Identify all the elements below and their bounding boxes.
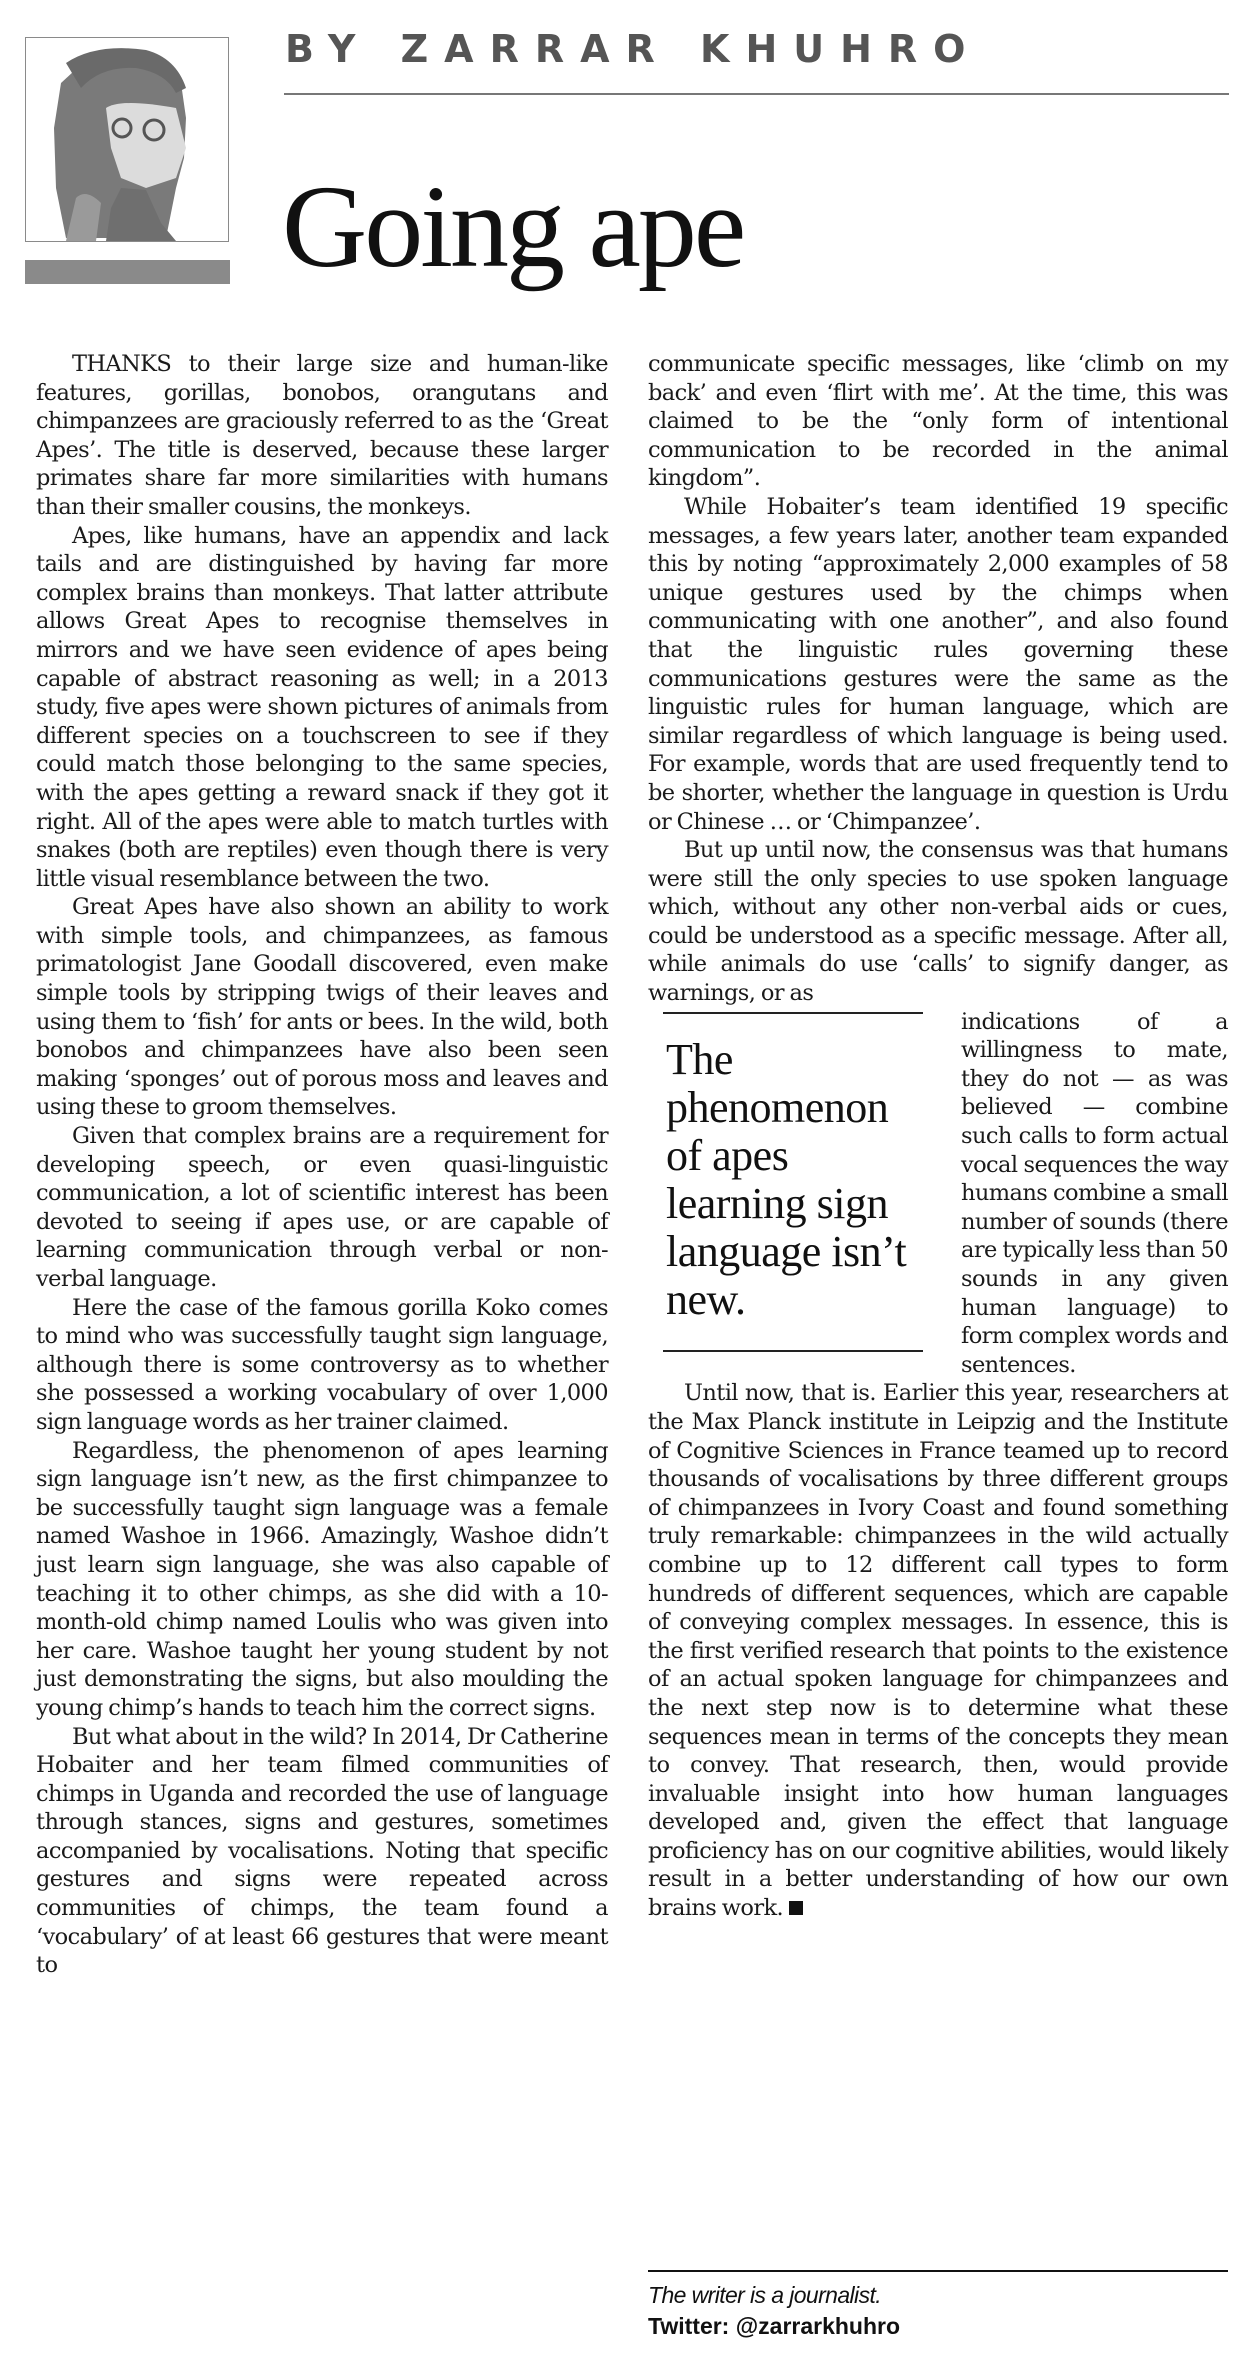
footer-divider	[648, 2270, 1228, 2272]
article-column-right	[648, 350, 1228, 1923]
pull-quote-top-rule	[663, 1012, 923, 1014]
paragraph: But up until now, the consensus was that humans were still the only species to use spoken language which, without any other non-verbal aids or cues, could be understood as a specific message. After all, while animals do use ‘calls’ to signify danger, as warnings, or as	[648, 837, 1228, 1007]
pull-quote-bottom-rule	[663, 1350, 923, 1352]
paragraph: communicate specific messages, like ‘climb on my back’ and even ‘flirt with me’. At the time, this was claimed to be the “only form of intentional communication to be recorded in the animal kingdom”.	[648, 351, 1228, 492]
photo-accent-bar	[25, 260, 230, 284]
paragraph: Here the case of the famous gorilla Koko comes to mind who was successfully taught sign language, although there is some controversy as to whether she possessed a working vocabulary of over 1,000 sign language words as her trainer claimed.	[36, 1294, 608, 1435]
paragraph: Great Apes have also shown an ability to work with simple tools, and chimpanzees, as famous primatologist Jane Goodall discovered, even make simple tools by stripping twigs of their leaves and using them to ‘fish’ for ants or bees. In the wild, both bonobos and chimpanzees have also been seen making ‘sponges’ out of porous moss and leaves and using these to groom themselves.	[36, 894, 608, 1121]
paragraph: indications of a willingness to mate, they do not — as was believed — combine such calls to form actual vocal sequences the way humans combine a small number of sounds (there are typically less than 50 sounds in any given human language) to form complex words and sentences.	[961, 1008, 1228, 1378]
paragraph-final-text: Until now, that is. Earlier this year, researchers at the Max Planck institute in Leipzig and the Institute of Cognitive Sciences in France teamed up to record thousands of vocalisations by three different groups of chimpanzees in Ivory Coast and found something truly remarkable: chimpanzees in the wild actually combine up to 12 different call types to form hundreds of different sequences, which are capable of conveying complex messages. In essence, this is the first verified research that points to the existence of an actual spoken language for chimpanzees and the next step now is to determine what these sequences mean in terms of the concepts they mean to convey. That research, then, would provide invaluable insight into how human languages developed and, given the effect that language proficiency has on our cognitive abilities, would likely result in a better understanding of how our own brains work.	[648, 1380, 1228, 1922]
twitter-handle[interactable]: Twitter: @zarrarkhuhro	[648, 2313, 901, 2339]
end-square-icon	[789, 1901, 803, 1915]
paragraph: Given that complex brains are a requirement for developing speech, or even quasi-linguistic communication, a lot of scientific interest has been devoted to seeing if apes use, or are capable of learning communication through verbal or non-verbal language.	[36, 1123, 608, 1292]
pull-quote-text: The phenomenon of apes learning sign language isn’t new.	[666, 1034, 907, 1324]
pull-quote	[648, 1012, 933, 1352]
byline-divider	[284, 93, 1229, 95]
paragraph: But what about in the wild? In 2014, Dr Catherine Hobaiter and her team filmed communities of chimps in Uganda and recorded the use of language through stances, signs and gestures, sometimes accompanied by vocalisations. Noting that specific gestures and signs were repeated across communities of chimps, the team found a ‘vocabulary’ of at least 66 gestures that were meant to	[36, 1723, 608, 1979]
headline: Going ape	[282, 161, 744, 292]
paragraph: While Hobaiter’s team identified 19 specific messages, a few years later, another team expanded this by noting “approximately 2,000 examples of 58 unique gestures used by the chimps when communicating with one another”, and also found that the linguistic rules governing these communications gestures were the same as the linguistic rules for human language, which are similar regardless of which language is being used. For example, words that are used frequently tend to be shorter, whether the language in question is Urdu or Chinese … or ‘Chimpanzee’.	[648, 493, 1228, 835]
paragraph: Regardless, the phenomenon of apes learning sign language isn’t new, as the first chimpanzee to be successfully taught sign language was a female named Washoe in 1966. Amazingly, Washoe didn’t just learn sign language, she was also capable of teaching it to other chimps, as she did with a 10-month-old chimp named Loulis who was given into her care. Washoe taught her young student by not just demonstrating the signs, but also moulding the young chimp’s hands to teach him the correct signs.	[36, 1437, 608, 1721]
byline: BY ZARRAR KHUHRO	[285, 27, 982, 71]
author-photo	[25, 37, 229, 242]
author-portrait-icon	[26, 38, 228, 241]
article-column-left	[36, 350, 608, 1980]
paragraph-final	[648, 1379, 1228, 1922]
writer-note: The writer is a journalist.	[648, 2282, 882, 2308]
paragraph: Apes, like humans, have an appendix and lack tails and are distinguished by having far more complex brains than monkeys. That latter attribute allows Great Apes to recognise themselves in mirrors and we have seen evidence of apes being capable of abstract reasoning as well; in a 2013 study, five apes were shown pictures of animals from different species on a touchscreen to see if they could match those belonging to the same species, with the apes getting a reward snack if they got it right. All of the apes were able to match turtles with snakes (both are reptiles) even though there is very little visual resemblance between the two.	[36, 522, 608, 892]
paragraph: THANKS to their large size and human-like features, gorillas, bonobos, orangutans and chimpanzees are graciously referred to as the ‘Great Apes’. The title is deserved, because these larger primates share far more similarities with humans than their smaller cousins, the monkeys.	[36, 351, 608, 520]
